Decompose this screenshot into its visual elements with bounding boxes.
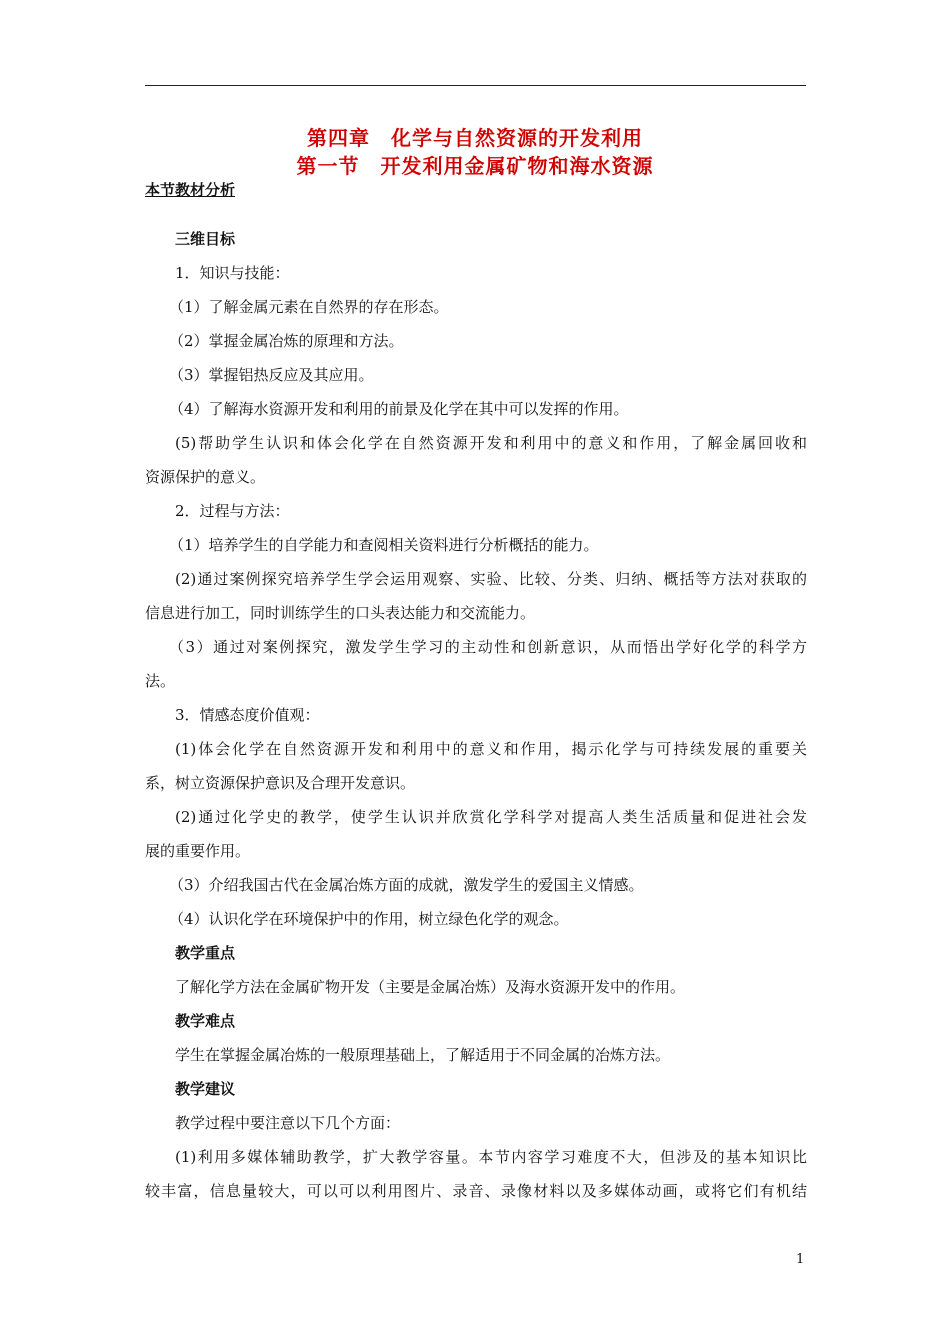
paragraph-line: (1)利用多媒体辅助教学，扩大教学容量。本节内容学习难度不大，但涉及的基本知识比 [175, 1148, 807, 1166]
paragraph-line: 3．情感态度价值观： [175, 706, 320, 724]
paragraph-line: 展的重要作用。 [145, 842, 251, 860]
section-title: 第一节 开发利用金属矿物和海水资源 [296, 154, 654, 178]
paragraph-line: 资源保护的意义。 [145, 468, 266, 486]
paragraph-line: （1）了解金属元素在自然界的存在形态。 [169, 298, 449, 316]
subheading: 教学建议 [175, 1080, 236, 1098]
paragraph-line: (2)通过案例探究培养学生学会运用观察、实验、比较、分类、归纳、概括等方法对获取的 [175, 570, 807, 588]
paragraph-line: 信息进行加工，同时训练学生的口头表达能力和交流能力。 [145, 604, 536, 622]
paragraph-line: 1．知识与技能： [175, 264, 290, 282]
subheading: 教学重点 [175, 944, 236, 962]
paragraph-line: 法。 [145, 672, 176, 690]
page-number: 1 [796, 1252, 805, 1267]
subheading: 三维目标 [175, 230, 236, 248]
paragraph-line: （2）掌握金属冶炼的原理和方法。 [169, 332, 404, 350]
paragraph-line: （4）了解海水资源开发和利用的前景及化学在其中可以发挥的作用。 [169, 400, 629, 418]
paragraph-line: 较丰富，信息量较大，可以可以利用图片、录音、录像材料以及多媒体动画，或将它们有机结 [145, 1182, 807, 1200]
header-rule [145, 85, 806, 86]
paragraph-line: （3）通过对案例探究，激发学生学习的主动性和创新意识，从而悟出学好化学的科学方 [169, 638, 807, 656]
chapter-title: 第四章 化学与自然资源的开发利用 [307, 126, 643, 150]
subheading: 教学难点 [175, 1012, 236, 1030]
paragraph-line: （4）认识化学在环境保护中的作用，树立绿色化学的观念。 [169, 910, 569, 928]
paragraph-line: 了解化学方法在金属矿物开发（主要是金属冶炼）及海水资源开发中的作用。 [175, 978, 686, 996]
paragraph-line: (5)帮助学生认识和体会化学在自然资源开发和利用中的意义和作用，了解金属回收和 [175, 434, 807, 452]
paragraph-line: （3）掌握铝热反应及其应用。 [169, 366, 374, 384]
paragraph-line: 系，树立资源保护意识及合理开发意识。 [145, 774, 416, 792]
paragraph-line: 学生在掌握金属冶炼的一般原理基础上，了解适用于不同金属的冶炼方法。 [175, 1046, 671, 1064]
paragraph-line: 教学过程中要注意以下几个方面： [175, 1114, 401, 1132]
paragraph-line: （3）介绍我国古代在金属冶炼方面的成就，激发学生的爱国主义情感。 [169, 876, 644, 894]
paragraph-line: （1）培养学生的自学能力和查阅相关资料进行分析概括的能力。 [169, 536, 599, 554]
section-heading: 本节教材分析 [145, 181, 236, 199]
paragraph-line: (2)通过化学史的教学，使学生认识并欣赏化学科学对提高人类生活质量和促进社会发 [175, 808, 807, 826]
paragraph-line: 2．过程与方法： [175, 502, 290, 520]
paragraph-line: (1)体会化学在自然资源开发和利用中的意义和作用，揭示化学与可持续发展的重要关 [175, 740, 807, 758]
document-body [145, 222, 807, 1208]
